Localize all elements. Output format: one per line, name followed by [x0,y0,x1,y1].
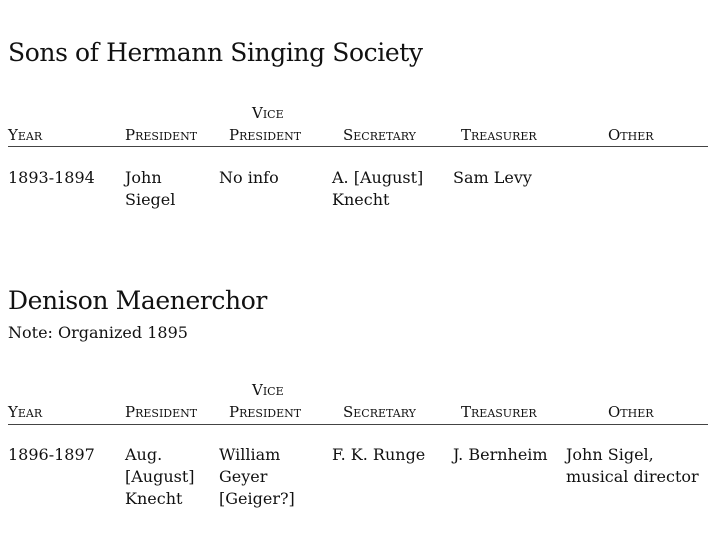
cell-vice-president: William Geyer [Geiger?] [219,445,295,508]
header-vice: Vice [252,381,284,399]
header-divider [8,146,708,147]
header-vice: Vice [252,104,284,122]
header-year: Year [8,126,43,144]
header-treasurer: Treasurer [461,403,537,421]
header-divider [8,424,708,425]
cell-year: 1893-1894 [8,168,95,187]
header-vice-president: President [229,126,302,144]
header-secretary: Secretary [343,403,416,421]
header-president: President [125,126,198,144]
cell-vice-president: No info [219,168,279,187]
cell-president: John Siegel [125,168,176,209]
section-note: Note: Organized 1895 [8,323,188,342]
section-title: Denison Maenerchor [8,286,267,315]
header-other: Other [608,403,654,421]
cell-secretary: F. K. Runge [332,445,426,464]
section-title: Sons of Hermann Singing Society [8,38,423,67]
cell-year: 1896-1897 [8,445,95,464]
header-other: Other [608,126,654,144]
cell-treasurer: Sam Levy [453,168,532,187]
cell-president: Aug. [August] Knecht [125,445,195,508]
cell-treasurer: J. Bernheim [453,445,548,464]
cell-other: John Sigel, musical director [566,445,699,486]
header-treasurer: Treasurer [461,126,537,144]
header-president: President [125,403,198,421]
header-year: Year [8,403,43,421]
cell-secretary: A. [August] Knecht [332,168,424,209]
header-vice-president: President [229,403,302,421]
header-secretary: Secretary [343,126,416,144]
